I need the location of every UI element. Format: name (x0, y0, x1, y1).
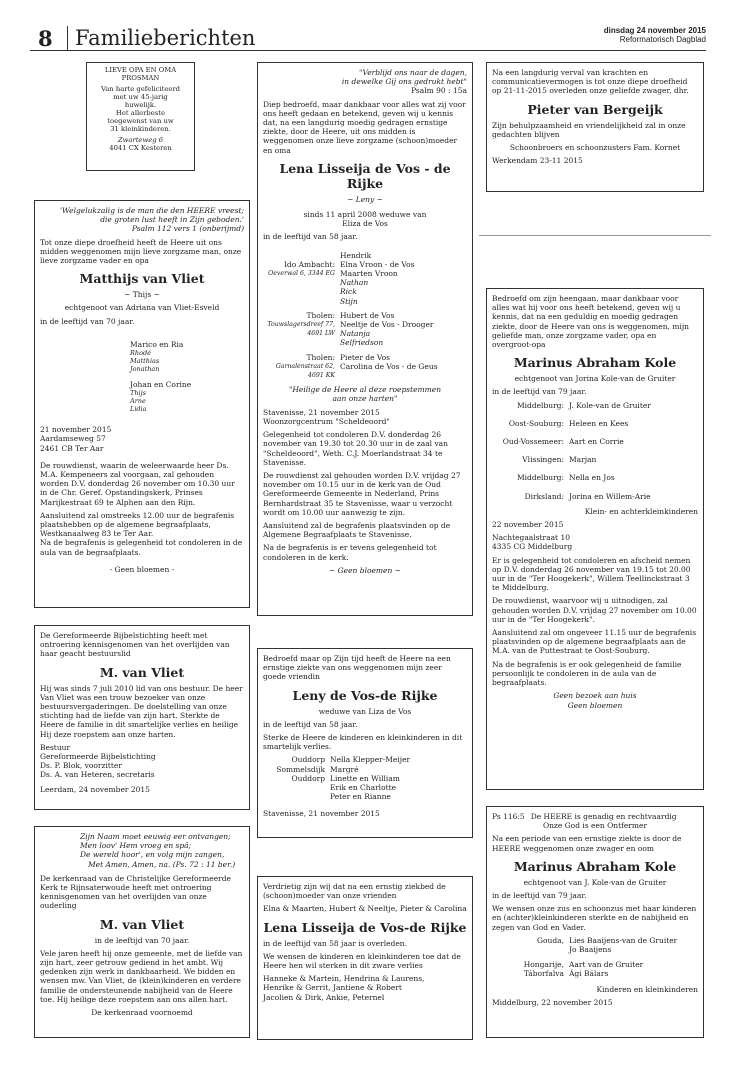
flowers-note: Geen bloemen (567, 700, 623, 710)
family-place: Ouddorp (291, 755, 325, 765)
family-member: Aart en Corrie (569, 437, 624, 447)
place-date: Middelburg, 22 november 2015 (492, 997, 613, 1007)
family-place: Oost-Souburg: (508, 418, 564, 428)
burial-text: Aansluitend zal de begrafenis plaatsvinden op de Algemene Begraafplaats te Stavenisse. (263, 520, 451, 540)
family-member: Natanja (340, 329, 371, 339)
proficiat-line: LIEVE OPA EN OMA (104, 66, 177, 74)
body-text: Vele jaren heeft hij onze gemeente, met de liefde van zijn hart, zeer getrouw gediend in het ambt. Wij gedenken zijn werk in dankbaarheid. We bidden en wensen mw. Van Vliet, de (klein)kinderen en verdere familie de ondersteunende nabijheid van de Heere toe. Hij heilige deze roepstem aan ons allen hart. (40, 948, 243, 1004)
quote-line: "Verblijd ons naar de dagen, (359, 68, 467, 77)
notice-lena-friends (257, 876, 473, 1040)
deceased-name: Marinus Abraham Kole (513, 858, 677, 874)
signature-line: Bestuur (40, 742, 71, 752)
family-member: Linette en William (330, 773, 400, 783)
proficiat-line: 31 kleinkinderen. (110, 125, 171, 133)
proficiat-line: Zwarteweg 6 (117, 136, 164, 144)
age-line: in de leeftijd van 58 jaar. (263, 232, 358, 242)
date-line: 22 november 2015 (492, 520, 564, 530)
family-place: Tholen: (306, 310, 335, 320)
family-address: Touwslagersdreef 77, (267, 321, 335, 329)
deceased-name: Pieter van Bergeijk (527, 101, 663, 117)
quote-line: Onze God is een Ontfermer (542, 821, 648, 831)
kids-line: Kinderen en kleinkinderen (596, 984, 698, 994)
signature-line: De kerkenraad voornoemd (91, 1008, 193, 1018)
signature-line: Gereformeerde Bijbelstichting (40, 752, 156, 762)
body-text: Sterke de Heere de kinderen en kleinkinderen in dit smartelijk verlies. (263, 733, 463, 752)
service-text: De rouwdienst, waarvoor wij u uitnodigen, zal gehouden worden D.V. vrijdag 27 november om 10.00 uur in de "Ter Hoogekerk". (492, 596, 697, 624)
notice-marinus-kole-inlaws (486, 806, 704, 1038)
family-member: Marjan (569, 455, 597, 465)
place-date: Werkendam 23-11 2015 (492, 156, 583, 166)
intro-text: Verdrietig zijn wij dat na een ernstig ziekbed de (schoon)moeder van onze vrienden (263, 882, 446, 901)
service-text: De rouwdienst zal gehouden worden D.V. vrijdag 27 november om 10.15 uur in de kerk van de Oud Gereformeerde Gemeente in Nederland, Prins Bernhardstraat 35 te Stavenisse, waar u verzocht wordt om 10.00 uur aanwezig te zijn. (263, 470, 461, 517)
family-member: Jorina en Willem-Arie (569, 491, 651, 501)
family-place: Tholen: (306, 352, 335, 362)
intro-text: Tot onze diepe droefheid heeft de Heere uit ons midden weggenomen mijn lieve zorgzame man, onze lieve zorgzame vader en opa (40, 237, 242, 266)
notice-lena-lisseija (257, 62, 473, 616)
place-date: Stavenisse, 21 november 2015 (263, 809, 380, 819)
family-member: Selfriedson (340, 338, 384, 348)
family-member: Nella en Jos (569, 473, 615, 483)
notice-marinus-kole-family (486, 288, 704, 790)
proficiat-line: PROSMAN (121, 74, 160, 82)
family-member: Nella Klepper-Meijer (330, 755, 411, 765)
quote-line: "Heilige de Heere al deze roepstemmen (288, 385, 442, 395)
family-member: Heleen en Kees (569, 418, 629, 428)
quote-line: De wereld hoor', en volg mijn zangen, (80, 850, 225, 860)
family-member: Jonathan (130, 365, 160, 374)
family-place: Ido Ambacht: (283, 259, 335, 269)
family-member: Thijs (130, 389, 146, 398)
place-date: Leerdam, 24 november 2015 (40, 784, 150, 794)
family-member: Stijn (340, 296, 358, 306)
family-address: 4691 LW (307, 330, 335, 338)
proficiat-line: toegewenst van uw (107, 117, 174, 125)
intro-text: De kerkenraad van de Christelijke Gereformeerde Kerk te Rijnsaterwoude heeft met ontroering kennisgenomen van het overlijden van onze ouderling (40, 873, 231, 911)
address-line: Aardamseweg 57 (40, 434, 106, 444)
section-title: Familieberichten (67, 26, 255, 50)
quote-line: Zijn Naam moet eeuwig eer ontvangen; (80, 832, 231, 841)
age-line: in de leeftijd van 70 jaar. (40, 316, 135, 326)
family-member: Margré (330, 764, 359, 774)
flowers-note: Geen bezoek aan huis (553, 691, 637, 701)
date-line: 21 november 2015 (40, 425, 112, 435)
deceased-name: Lena Lisseija de Vos - de Rijke (279, 160, 451, 191)
notice-kerkenraad (34, 826, 250, 1038)
family-member: Aart van de Gruiter (569, 960, 644, 970)
intro-text: Na een periode van een ernstige ziekte is door de HEERE weggenomen onze zwager en oom (492, 834, 682, 853)
flowers-note: - Geen bloemen - (109, 564, 175, 574)
signature-line: Schoonbroers en schoonzusters Fam. Kornet (509, 143, 681, 153)
body-text: Hij was sinds 7 juli 2010 lid van ons bestuur. De heer Van Vliet was een trouw bezoeker van onze bestuursvergaderingen. De doelstelling van onze stichting had de liefde van zijn hart. Sterkte de Heere de familie in dit smartelijke verlies en heilige Hij deze roepstem aan onze harten. (40, 683, 243, 739)
family-place: Táborfalva (523, 969, 564, 979)
intro-text: De Gereformeerde Bijbelstichting heeft met ontroering kennisgenomen van het overlijden van haar geacht bestuurslid (40, 631, 230, 659)
family-place: Ouddorp (291, 773, 325, 783)
widow-line: sinds 11 april 2008 weduwe van (303, 210, 427, 220)
notice-pieter-van-bergeijk (486, 62, 704, 192)
family-member: Rick (340, 287, 357, 297)
signature-line: Ds. P. Blok, voorzitter (40, 761, 122, 771)
age-line: in de leeftijd van 58 jaar. (263, 719, 358, 729)
family-member: Maarten Vroon (340, 269, 398, 279)
deceased-name: Marinus Abraham Kole (513, 355, 677, 371)
body-text: We wensen de kinderen en kleinkinderen toe dat de Heere hen wil sterken in dit zware verlies (263, 951, 461, 971)
quote-line: in dewelke Gij ons gedrukt hebt" (341, 77, 467, 87)
notice-leny-de-vos (257, 648, 473, 838)
proficiat-line: huwelijk. (124, 101, 157, 109)
family-member: Neeltje de Vos - Drooger (340, 320, 434, 330)
deceased-name: M. van Vliet (99, 664, 185, 680)
family-address: 4691 KK (308, 372, 335, 380)
quote-ref: Ps 116:5 (492, 812, 525, 821)
quote-line: Psalm 112 vers 1 (onberijmd) (131, 224, 244, 234)
intro-text: Diep bedroefd, maar dankbaar voor alles wat zij voor ons heeft gedaan en betekend, geven wij u kennis dat, na een langdurig moedig gedragen ernstige ziekte, door de Heere, uit ons midden is weggenomen onze lieve zorgzame (schoon)moeder en oma (263, 99, 466, 155)
address-line: 4335 CG Middelburg (492, 542, 573, 552)
address-line: 2461 CB Ter Aar (40, 443, 104, 453)
family-member: Rhodé (130, 349, 152, 358)
family-member: Carolina de Vos - de Geus (340, 361, 438, 371)
family-address: Oeverwal 6, 3344 EG (268, 270, 335, 278)
deceased-name: Leny de Vos-de Rijke (292, 687, 438, 703)
signature-line: Ds. A. van Heteren, secretaris (40, 770, 155, 780)
friends-line: Elna & Maarten, Hubert & Neeltje, Pieter & Carolina (263, 904, 467, 914)
family-place: Vlissingen: (522, 455, 564, 465)
nickname: ~ Thijs ~ (124, 290, 160, 300)
family-address: Garnalenstraat 62, (275, 362, 335, 370)
family-place: Dirksland: (524, 491, 564, 501)
quote-line: Psalm 90 : 15a (411, 86, 467, 96)
family-place: Oud-Vossemeer: (502, 437, 564, 447)
family-member: Lies Baaijens-van de Gruiter (569, 935, 678, 945)
proficiat-line: Het allerbeste (115, 109, 166, 117)
dateline (604, 26, 706, 44)
husband-name: Eliza de Vos (342, 219, 388, 229)
kids-line: Klein- en achterkleinkinderen (584, 506, 698, 516)
intro-text: Na een langdurig verval van krachten en communicatievermogen is tot onze diepe droefheid op 21-11-2015 overleden onze geliefde zwager, dhr. (492, 68, 689, 96)
issue-date: dinsdag 24 november 2015 (603, 26, 706, 35)
burial-text: Aansluitend zal omstreeks 12.00 uur de begrafenis plaatshebben op de algemene begraafplaats, Westkanaalweg 83 te Ter Aar. (40, 510, 235, 539)
family-member: Hubert de Vos (340, 310, 395, 320)
family-place: Hongarije, (523, 960, 564, 970)
age-line: in de leeftijd van 70 jaar. (94, 935, 190, 945)
condolence-text: Na de begrafenis is er tevens gelegenheid tot condoleren in de kerk. (263, 543, 437, 562)
family-member: Ági Bálars (569, 969, 609, 979)
body-text: We wensen onze zus en schoonzus met haar kinderen en (achter)kleinkinderen sterkte en de nabijheid en zegen van God en Vader. (492, 904, 697, 932)
proficiat-line: Van harte gefeliciteerd (100, 85, 181, 93)
signature-line: Jacolien & Dirk, Ankie, Peternel (263, 992, 385, 1002)
family-member: Lidia (130, 405, 147, 414)
family-member: Peter en Rianne (330, 792, 391, 802)
family-member: Pieter de Vos (340, 352, 391, 362)
notice-bijbelstichting (34, 625, 250, 810)
quote-line: aan onze harten" (332, 394, 398, 404)
visit-text: Gelegenheid tot condoleren D.V. donderdag 26 november van 19.30 tot 20.30 uur in de zaal van "Scheldeoord", Weth. C.J. Moerlandstraat 34 te Stavenisse. (263, 430, 448, 467)
family-member: Erik en Charlotte (330, 783, 397, 793)
quote-line: Men loov' Hem vroeg en spâ; (80, 841, 192, 851)
masthead (30, 26, 706, 51)
spouse-line: echtgenoot van Adriana van Vliet-Esveld (64, 303, 220, 313)
place-date: Stavenisse, 21 november 2015 (263, 407, 380, 417)
proficiat-line: 4041 CX Kesteren (109, 144, 172, 152)
family-place: Sommelsdijk (276, 764, 325, 774)
family-place: Middelburg: (516, 400, 564, 410)
quote-line: die groten lust heeft in Zijn geboden.' (100, 215, 244, 225)
notice-proficiat (86, 62, 195, 171)
deceased-name: Lena Lisseija de Vos-de Rijke (263, 919, 467, 935)
family-member: Marico en Ria (130, 339, 184, 349)
family-member: J. Kole-van de Gruiter (569, 400, 651, 410)
widow-line: weduwe van Liza de Vos (318, 706, 412, 716)
condolence-text: Na de begrafenis is er ook gelegenheid de familie persoonlijk te condoleren in de aula van de begraafplaats. (492, 659, 682, 688)
age-line: in de leeftijd van 58 jaar is overleden. (263, 938, 407, 948)
family-member: Johan en Corine (130, 380, 192, 390)
quote-line: Met Amen, Amen, na. (Ps. 72 : 11 ber.) (88, 859, 236, 869)
paper-name: Reformatorisch Dagblad (619, 35, 706, 44)
proficiat-line: met uw 45-jarig (113, 93, 168, 101)
address-line: Nachtegaalstraat 10 (492, 533, 570, 543)
condolence-text: Na de begrafenis is gelegenheid tot condoleren in de aula van de begraafplaats. (40, 538, 243, 557)
visit-text: Er is gelegenheid tot condoleren en afscheid nemen op D.V. donderdag 26 november van 19.15 tot 20.00 uur in de "Ter Hoogekerk", Willem Teellinckstraat 3 te Middelburg. (492, 555, 691, 593)
nickname: ~ Leny ~ (347, 194, 383, 204)
spouse-line: echtgenoot van Jorina Kole-van de Gruiter (514, 374, 676, 384)
spouse-line: echtgenoot van J. Kole-van de Gruiter (523, 877, 667, 887)
family-member: Arne (130, 397, 146, 406)
family-member: Nathan (340, 278, 369, 288)
signature-line: Hanneke & Martein, Hendrina & Laurens, (263, 974, 425, 984)
burial-text: Aansluitend zal om ongeveer 11.15 uur de begrafenis plaatsvinden op de algemene begraafplaats aan de M.A. van de Puttestraat te Oost-Souburg. (492, 628, 697, 656)
family-member: Elna Vroon - de Vos (340, 259, 415, 269)
notice-matthijs-van-vliet (34, 200, 250, 608)
family-place: Middelburg: (516, 473, 564, 483)
intro-text: Bedroefd maar op Zijn tijd heeft de Heere na een ernstige ziekte van ons weggenomen mijn zeer goede vriendin (263, 654, 451, 682)
family-member: Jo Baaijens (569, 945, 612, 955)
column-rule (479, 235, 711, 236)
body-text: Zijn behulpzaamheid en vriendelijkheid zal in onze gedachten blijven (492, 120, 686, 139)
age-line: in de leeftijd van 79 jaar. (492, 387, 587, 397)
family-member: Hendrik (340, 250, 372, 260)
quote-line: De HEERE is genadig en rechtvaardig (530, 812, 677, 821)
deceased-name: Matthijs van Vliet (79, 271, 205, 287)
flowers-note: ~ Geen bloemen ~ (329, 565, 401, 575)
service-text: De rouwdienst, waarin de weleerwaarde heer Ds. M.A. Kempeneers zal voorgaan, zal gehouden worden D.V. donderdag 26 november om 10.30 uur in de Chr. Geref. Opstandingskerk, Prinses Marijkestraat 69 te Alphen aan den Rijn. (40, 460, 235, 507)
signature-line: Henrike & Gerrit, Jantiene & Robert (263, 983, 402, 993)
family-member: Matthias (130, 357, 160, 366)
quote-line: 'Welgelukzalig is de man die den HEERE vreest; (59, 206, 244, 215)
intro-text: Bedroefd om zijn heengaan, maar dankbaar voor alles wat hij voor ons heeft betekend, geven wij u kennis, dat na een geduldig en moedig gedragen ziekte, door de Heere van ons is weggenomen, mijn geliefde man, onze zorgzame vader, opa en overgroot-opa (492, 294, 689, 350)
place-date: Woonzorgcentrum "Scheldeoord" (263, 416, 390, 426)
family-place: Gouda, (537, 935, 564, 945)
age-line: in de leeftijd van 79 jaar. (492, 891, 587, 901)
page-number: 8 (38, 26, 53, 51)
deceased-name: M. van Vliet (99, 916, 185, 932)
